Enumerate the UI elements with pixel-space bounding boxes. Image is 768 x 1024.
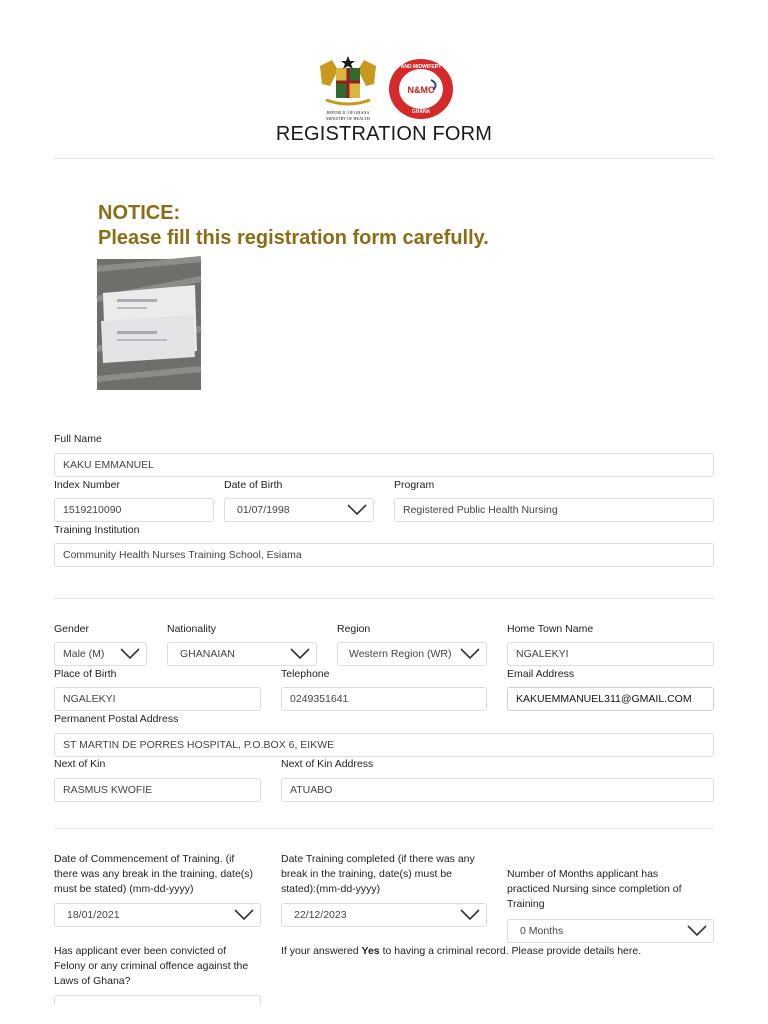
divider	[54, 158, 714, 159]
nationality-select[interactable]	[167, 642, 317, 666]
chevron-down-icon	[460, 648, 480, 660]
months-practiced-select[interactable]	[507, 919, 714, 943]
months-practiced-value: 0 Months	[520, 925, 564, 937]
place-of-birth-input[interactable]: NGALEKYI	[54, 687, 261, 711]
email-input[interactable]: KAKUEMMANUEL311@GMAIL.COM	[507, 687, 714, 711]
chevron-down-icon	[234, 909, 254, 921]
completed-label: Date Training completed (if there was any break in the training, date(s) must be stated):(mm-dd-yyyy)	[281, 853, 475, 895]
chevron-down-icon	[347, 504, 367, 516]
svg-text:N&MC: N&MC	[407, 85, 435, 95]
gender-value: Male (M)	[63, 648, 105, 660]
header-logos	[0, 56, 768, 122]
place-of-birth-label: Place of Birth	[54, 668, 117, 680]
region-select[interactable]	[337, 642, 487, 666]
full-name-label: Full Name	[54, 433, 102, 445]
notice-message: Please fill this registration form carefully.	[98, 227, 489, 249]
chevron-down-icon	[687, 925, 707, 937]
nationality-value: GHANAIAN	[180, 648, 235, 660]
page-title: REGISTRATION FORM	[275, 123, 493, 145]
email-label: Email Address	[507, 668, 575, 680]
date-of-birth-value: 01/07/1998	[237, 504, 290, 516]
training-institution-input[interactable]: Community Health Nurses Training School, Esiama	[54, 543, 714, 567]
notice-block	[98, 201, 489, 251]
convicted-label: Has applicant ever been convicted of Felony or any criminal offence against the Laws of Ghana?	[54, 945, 249, 987]
gender-select[interactable]	[54, 642, 147, 666]
training-institution-label: Training Institution	[54, 524, 140, 536]
divider	[54, 828, 714, 829]
next-of-kin-label: Next of Kin	[54, 758, 106, 770]
home-town-input[interactable]: NGALEKYI	[507, 642, 714, 666]
date-of-birth-select[interactable]	[224, 498, 374, 522]
region-label: Region	[337, 623, 371, 635]
full-name-input[interactable]: KAKU EMMANUEL	[54, 453, 714, 477]
coat-of-arms-logo	[312, 56, 384, 122]
postal-address-input[interactable]: ST MARTIN DE PORRES HOSPITAL, P.O.BOX 6, EIKWE	[54, 733, 714, 757]
telephone-label: Telephone	[281, 668, 330, 680]
postal-address-label: Permanent Postal Address	[54, 713, 179, 725]
nmc-seal-logo	[376, 58, 466, 120]
svg-text:NURSING AND MIDWIFERY COUNCIL: NURSING AND MIDWIFERY COUNCIL	[376, 64, 466, 70]
commencement-date-select[interactable]	[54, 903, 261, 927]
completed-date-select[interactable]	[281, 903, 487, 927]
svg-text:MINISTRY OF HEALTH: MINISTRY OF HEALTH	[326, 116, 370, 121]
nationality-label: Nationality	[167, 623, 217, 635]
months-practiced-label: Number of Months applicant has practiced Nursing since completion of Training	[507, 868, 682, 910]
home-town-label: Home Town Name	[507, 623, 594, 635]
svg-text:GHANA: GHANA	[411, 109, 431, 115]
date-of-birth-label: Date of Birth	[224, 479, 283, 491]
region-value: Western Region (WR)	[349, 648, 452, 660]
criminal-details-label: If your answered Yes to having a criminal record. Please provide details here.	[281, 945, 642, 957]
next-of-kin-address-label: Next of Kin Address	[281, 758, 374, 770]
commencement-label: Date of Commencement of Training. (if there was any break in the training, date(s) must be stated) (mm-dd-yyyy)	[54, 853, 254, 895]
completed-date-value: 22/12/2023	[294, 909, 347, 921]
convicted-select[interactable]	[54, 995, 261, 1005]
gender-label: Gender	[54, 623, 90, 635]
notice-heading: NOTICE:	[98, 202, 181, 224]
program-label: Program	[394, 479, 435, 491]
svg-text:REPUBLIC OF GHANA: REPUBLIC OF GHANA	[326, 110, 370, 115]
next-of-kin-address-input[interactable]: ATUABO	[281, 778, 714, 802]
chevron-down-icon	[290, 648, 310, 660]
index-number-label: Index Number	[54, 479, 120, 491]
chevron-down-icon	[120, 648, 140, 660]
index-number-input[interactable]: 1519210090	[54, 498, 214, 522]
program-input[interactable]: Registered Public Health Nursing	[394, 498, 714, 522]
uploaded-photo	[97, 259, 201, 390]
next-of-kin-input[interactable]: RASMUS KWOFIE	[54, 778, 261, 802]
chevron-down-icon	[460, 909, 480, 921]
commencement-date-value: 18/01/2021	[67, 909, 120, 921]
divider	[54, 598, 714, 599]
telephone-input[interactable]: 0249351641	[281, 687, 487, 711]
